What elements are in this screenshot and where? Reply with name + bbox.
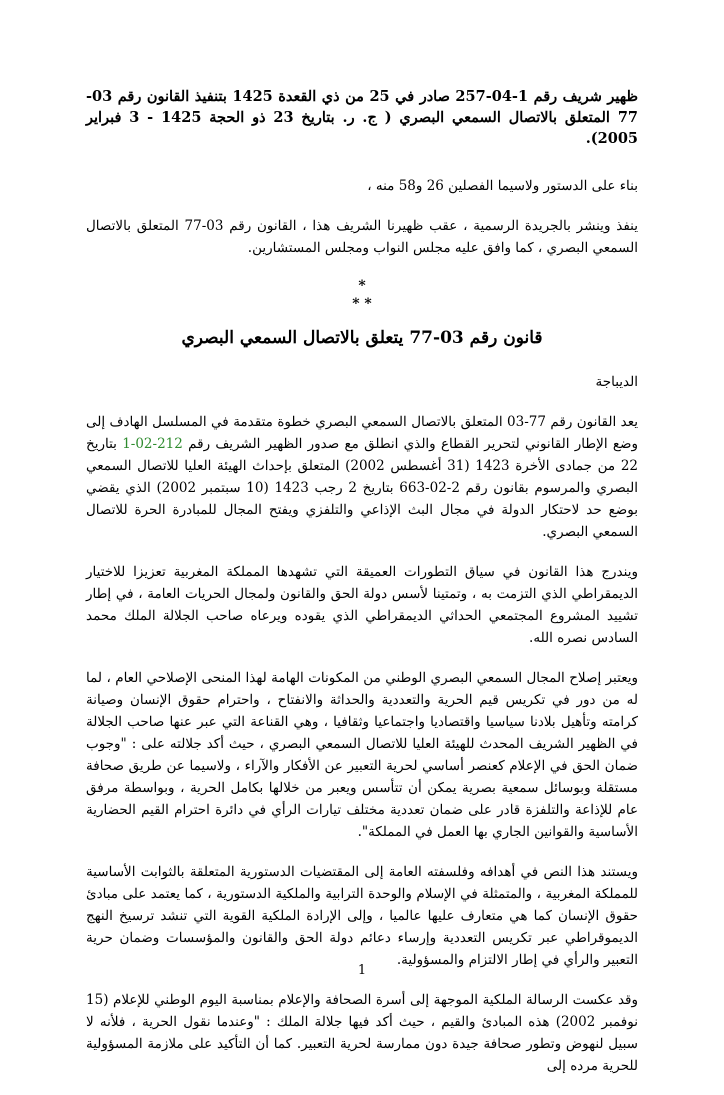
- preamble-heading: الديباجة: [595, 374, 638, 390]
- separator-star-line-2: * *: [352, 296, 372, 312]
- basis-paragraph: بناء على الدستور ولاسيما الفصلين 26 و58 منه ،: [367, 178, 638, 194]
- publish-paragraph: ينفذ وينشر بالجريدة الرسمية ، عقب ظهيرنا الشريف هذا ، القانون رقم 03-77 المتعلق بالاتصال السمعي البصري ، كما وافق عليه مجلس النواب ومجلس المستشارين.: [86, 218, 638, 256]
- separator-star-line-1: *: [358, 278, 366, 294]
- decree-reference-link[interactable]: 212-02-1: [122, 436, 183, 452]
- page-number: 1: [357, 963, 367, 978]
- paragraph-text: يعد القانون رقم 77-03 المتعلق بالاتصال السمعي البصري خطوة متقدمة في المسلسل الهادف إلى وضع الإطار القانوني لتحرير القطاع والذي انطلق مع صدور الظهير الشريف رقم: [86, 414, 639, 452]
- decree-title: ظهير شريف رقم 1-04-257 صادر في 25 من ذي القعدة 1425 بتنفيذ القانون رقم 03-77 المتعلق بالاتصال السمعي البصري ( ج. ر. بتاريخ 23 ذو الحجة 1425 - 3 فبراير 2005).: [86, 88, 638, 147]
- paragraph-text: بتاريخ 22 من جمادى الأخرة 1423 (31 أغسطس 2002) المتعلق بإحداث الهيئة العليا للاتصال السمعي البصري والمرسوم بقانون رقم 2-02-663 بتاريخ 2 رجب 1423 (10 سبتمبر 2002) الذي يقضي بوضع حد لاحتكار الدولة في مجال البث الإذاعي والتلفزي ويفتح المجال للمبادرة الحرة للاتصال السمعي البصري.: [86, 436, 638, 540]
- law-title: قانون رقم 03-77 يتعلق بالاتصال السمعي البصري: [181, 328, 543, 348]
- document-body: [86, 86, 638, 1095]
- section-separator: [86, 277, 638, 313]
- preamble-paragraph-3: ويعتبر إصلاح المجال السمعي البصري الوطني من المكونات الهامة لهذا المنحى الإصلاحي العام ، لما له من دور في تكريس قيم الحرية والتعددية والحداثة والانفتاح ، واحترام حقوق الإنسان وصيانة كرامته وتأهيل بلادنا سياسيا واقتصاديا واجتماعيا وثقافيا ، وهي القناعة التي عبر عنها صاحب الجلالة في الظهير الشريف المحدث للهيئة العليا للاتصال السمعي البصري ، حيث أكد جلالته على : "وجوب ضمان الحق في الإعلام كعنصر أساسي لحرية التعبير عن الأفكار والآراء ، ولاسيما عن طريق صحافة مستقلة وبوسائل سمعية بصرية يمكن أن تتأسس ويعبر من خلالها بكامل الحرية ، وبواسطة مرفق عام للإذاعة والتلفزة قادر على ضمان تعددية مختلف تيارات الرأي في دائرة احترام القيم الحضارية الأساسية والقوانين الجاري بها العمل في المملكة".: [86, 670, 638, 840]
- preamble-paragraph-5: وقد عكست الرسالة الملكية الموجهة إلى أسرة الصحافة والإعلام بمناسبة اليوم الوطني للإعلام (15 نوفمبر 2002) هذه المبادئ والقيم ، حيث أكد فيها جلالة الملك : "وعندما نقول الحرية ، فلأنه لا سبيل لنهوض وتطور صحافة جيدة دون ممارسة لحرية التعبير. كما أن التأكيد على ملازمة المسؤولية للحرية مرده إلى: [86, 992, 638, 1074]
- preamble-paragraph-2: ويندرج هذا القانون في سياق التطورات العميقة التي تشهدها المملكة المغربية تعزيزا للاختيار الديمقراطي الذي التزمت به ، وتمتينا لأسس دولة الحق والقانون ولمجال الحريات العامة ، في إطار تشييد المشروع المجتمعي الحداثي الديمقراطي الذي يقوده ويرعاه صاحب الجلالة الملك محمد السادس نصره الله.: [86, 564, 638, 646]
- preamble-paragraph-1: [86, 411, 638, 543]
- preamble-paragraph-4: ويستند هذا النص في أهدافه وفلسفته العامة إلى المقتضيات الدستورية المتعلقة بالثوابت الأساسية للمملكة المغربية ، والمتمثلة في الإسلام والوحدة الترابية والملكية الدستورية ، كما يعتمد على مبادئ حقوق الإنسان كما هي متعارف عليها عالميا ، وإلى الإرادة الملكية القوية التي تنشد ترسيخ النهج الديموقراطي عبر تكريس التعددية وإرساء دعائم دولة الحق والقانون والمؤسسات وضمان حرية التعبير والرأي في إطار الالتزام والمسؤولية.: [86, 864, 638, 968]
